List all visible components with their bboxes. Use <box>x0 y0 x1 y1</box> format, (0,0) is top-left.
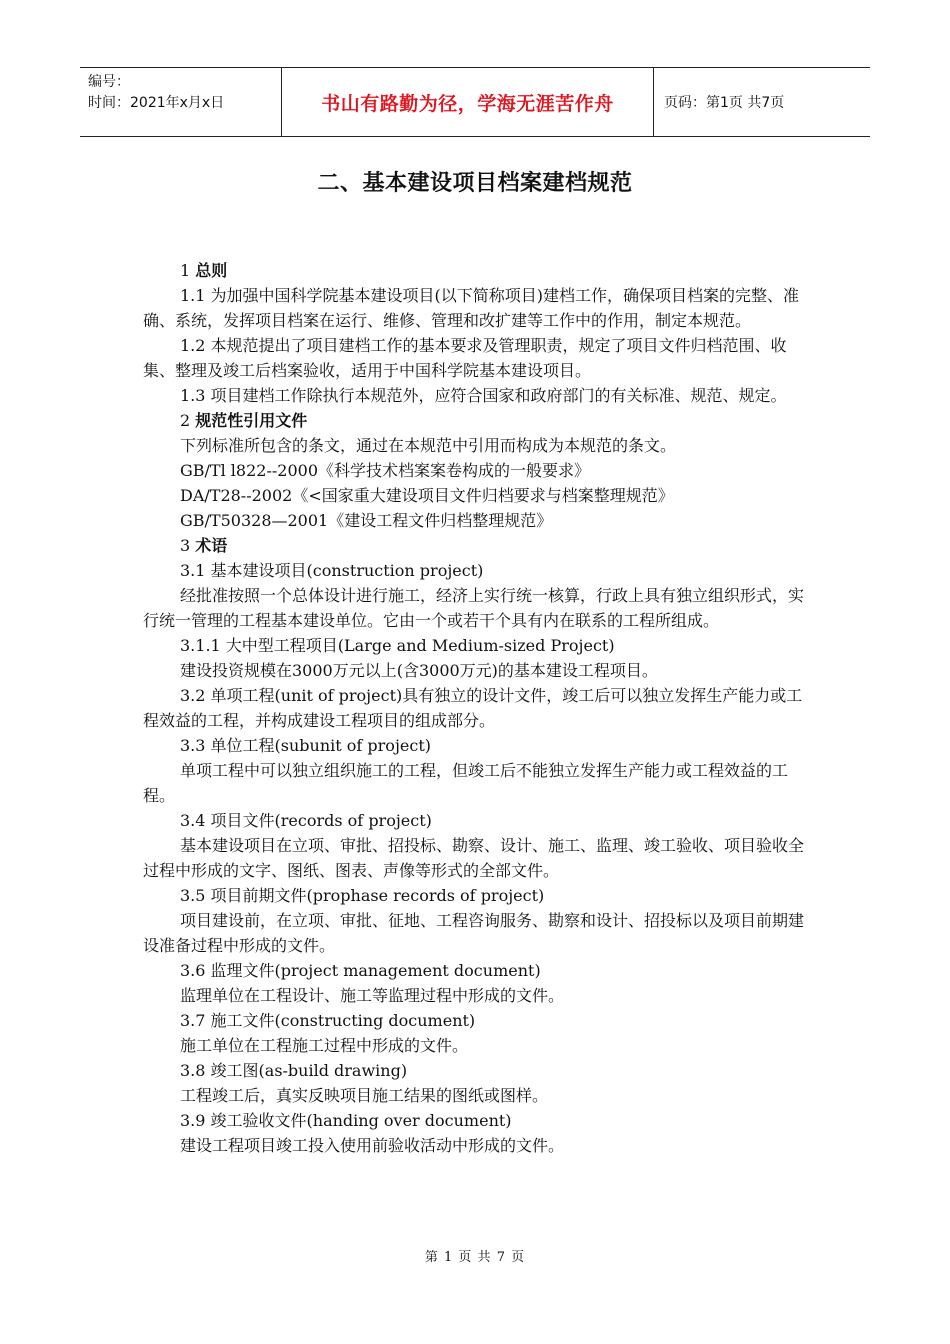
body-paragraph: 下列标准所包含的条文，通过在本规范中引用而构成为本规范的条文。 <box>180 436 677 455</box>
body-paragraph: 3.7 施工文件(constructing document) <box>180 1011 476 1030</box>
section-number: 3 <box>180 536 196 555</box>
header-left-cell <box>80 68 282 136</box>
body-paragraph: 建设投资规模在3000万元以上(含3000万元)的基本建设工程项目。 <box>180 661 658 680</box>
body-paragraph: 3.8 竣工图(as-build drawing) <box>180 1061 408 1080</box>
section-number: 1 <box>180 261 196 280</box>
section-name: 术语 <box>195 536 228 555</box>
body-paragraph: 3.2 单项工程(unit of project)具有独立的设计文件，竣工后可以独立发挥生产能力或工程效益的工程，并构成建设工程项目的组成部分。 <box>143 686 803 730</box>
section-name: 总则 <box>195 261 228 280</box>
header-motto: 书山有路勤为径，学海无涯苦作舟 <box>282 68 654 136</box>
body-paragraph: 单项工程中可以独立组织施工的工程，但竣工后不能独立发挥生产能力或工程效益的工程。 <box>143 761 789 805</box>
body-paragraph: 建设工程项目竣工投入使用前验收活动中形成的文件。 <box>180 1136 565 1155</box>
document-code-label: 编号： <box>88 74 130 90</box>
body-paragraph: 经批准按照一个总体设计进行施工，经济上实行统一核算，行政上具有独立组织形式，实行统一管理的工程基本建设单位。它由一个或若干个具有内在联系的工程所组成。 <box>143 586 805 630</box>
body-paragraph: GB/Tl l822--2000《科学技术档案案卷构成的一般要求》 <box>180 461 590 480</box>
document-body <box>143 258 807 1158</box>
body-paragraph: 3.6 监理文件(project management document) <box>180 961 541 980</box>
section-name: 规范性引用文件 <box>195 411 308 430</box>
body-paragraph: 基本建设项目在立项、审批、招投标、勘察、设计、施工、监理、竣工验收、项目验收全过程中形成的文字、图纸、图表、声像等形式的全部文件。 <box>143 836 805 880</box>
header-table <box>80 67 870 137</box>
body-paragraph: DA/T28--2002《<国家重大建设项目文件归档要求与档案整理规范》 <box>180 486 674 505</box>
body-paragraph: 3.1.1 大中型工程项目(Large and Medium-sized Project) <box>180 636 615 655</box>
body-paragraph: 3.4 项目文件(records of project) <box>180 811 432 830</box>
section-heading <box>143 533 807 558</box>
body-paragraph: 3.5 项目前期文件(prophase records of project) <box>180 886 545 905</box>
body-paragraph: 3.3 单位工程(subunit of project) <box>180 736 432 755</box>
header-page-info: 页码：第1页 共7页 <box>664 95 785 111</box>
body-paragraph: 1.1 为加强中国科学院基本建设项目(以下简称项目)建档工作，确保项目档案的完整、准确、系统，发挥项目档案在运行、维修、管理和改扩建等工作中的作用，制定本规范。 <box>143 286 800 330</box>
document-date: 时间：2021年x月x日 <box>88 95 225 111</box>
page-footer: 第 1 页 共 7 页 <box>424 1250 526 1265</box>
body-paragraph: 项目建设前，在立项、审批、征地、工程咨询服务、勘察和设计、招投标以及项目前期建设准备过程中形成的文件。 <box>143 911 805 955</box>
body-paragraph: 3.1 基本建设项目(construction project) <box>180 561 484 580</box>
body-paragraph: 3.9 竣工验收文件(handing over document) <box>180 1111 512 1130</box>
document-title: 二、基本建设项目档案建档规范 <box>317 171 633 196</box>
body-paragraph: 1.3 项目建档工作除执行本规范外，应符合国家和政府部门的有关标准、规范、规定。 <box>180 386 787 405</box>
body-paragraph: 1.2 本规范提出了项目建档工作的基本要求及管理职责，规定了项目文件归档范围、收集、整理及竣工后档案验收，适用于中国科学院基本建设项目。 <box>143 336 787 380</box>
body-paragraph: 监理单位在工程设计、施工等监理过程中形成的文件。 <box>180 986 565 1005</box>
section-heading <box>143 408 807 433</box>
section-number: 2 <box>180 411 196 430</box>
body-paragraph: 施工单位在工程施工过程中形成的文件。 <box>180 1036 469 1055</box>
body-paragraph: 工程竣工后，真实反映项目施工结果的图纸或图样。 <box>180 1086 549 1105</box>
section-heading <box>143 258 807 283</box>
body-paragraph: GB/T50328—2001《建设工程文件归档整理规范》 <box>180 511 553 530</box>
